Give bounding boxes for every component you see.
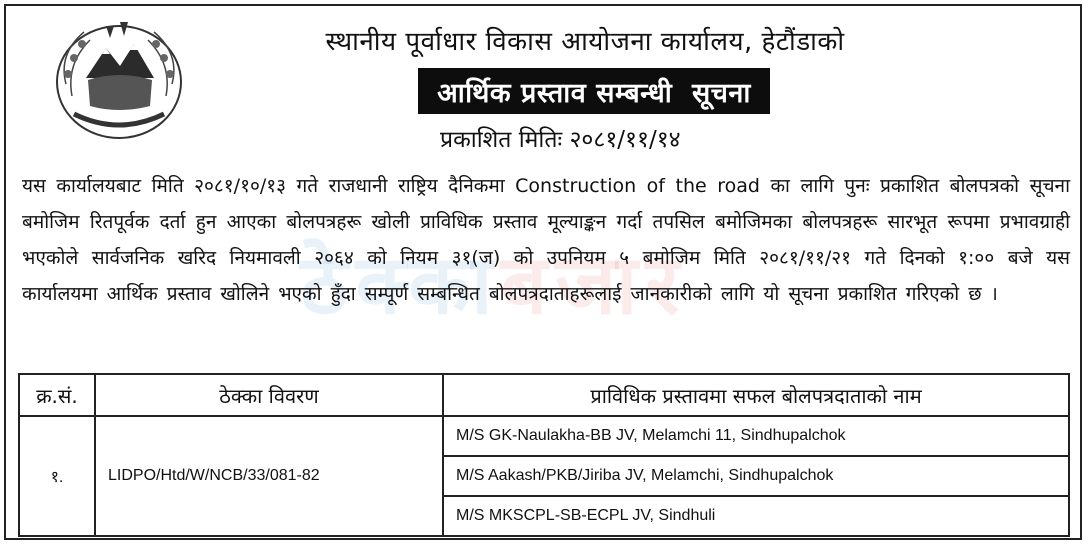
watermark-part1: ठेक्का	[300, 238, 501, 333]
table-header-row	[19, 374, 1069, 416]
row-serial: १.	[19, 416, 95, 536]
contract-id: LIDPO/Htd/W/NCB/33/081-82	[95, 416, 443, 536]
published-date-line	[440, 122, 750, 154]
header-serial: क्र.सं.	[19, 374, 95, 416]
notice-title-text: आर्थिक प्रस्ताव सम्बन्धी सूचना	[437, 77, 751, 109]
bidders-table	[18, 373, 1070, 537]
notice-body: यस कार्यालयबाट मिति २०८१/१०/१३ गते राजधानी राष्ट्रिय दैनिकमा Construction of the road का लागि पुनः प्रकाशित बोलपत्रको सूचना बमोजिम रितपूर्वक दर्ता हुन आएका बोलपत्रहरू खोली प्राविधिक प्रस्ताव मूल्याङ्कन गर्दा तपसिल बमोजिमका बोलपत्रहरू सारभूत रूपमा प्रभावग्राही भएकोले सार्वजनिक खरिद नियमावली २०६४ को नियम ३१(ज) को उपनियम ५ बमोजिम मिति २०८१/११/२१ गते दिनको १:०० बजे यस कार्यालयमा आर्थिक प्रस्ताव खोलिने भएको हुँदा सम्पूर्ण सम्बन्धित बोलपत्रदाताहरूलाई जानकारीको लागि यो सूचना प्रकाशित गरिएको छ ।	[22, 175, 1070, 305]
nepal-emblem-icon	[44, 14, 194, 144]
bidder-name: M/S GK-Naulakha-BB JV, Melamchi 11, Sindhupalchok	[443, 416, 1069, 456]
bidder-name: M/S MKSCPL-SB-ECPL JV, Sindhuli	[443, 496, 1069, 536]
notice-title	[418, 68, 770, 114]
header-bidders: प्राविधिक प्रस्तावमा सफल बोलपत्रदाताको नाम	[443, 374, 1069, 416]
header-contract: ठेक्का विवरण	[95, 374, 443, 416]
table-row	[19, 416, 1069, 456]
bidder-name: M/S Aakash/PKB/Jiriba JV, Melamchi, Sindhupalchok	[443, 456, 1069, 496]
office-name: स्थानीय पूर्वाधार विकास आयोजना कार्यालय, हेटौंडाको	[325, 27, 845, 57]
published-label: प्रकाशित मितिः	[440, 127, 563, 153]
published-date: २०८१/११/१४	[569, 127, 681, 153]
watermark-part2: बजार	[500, 238, 687, 333]
